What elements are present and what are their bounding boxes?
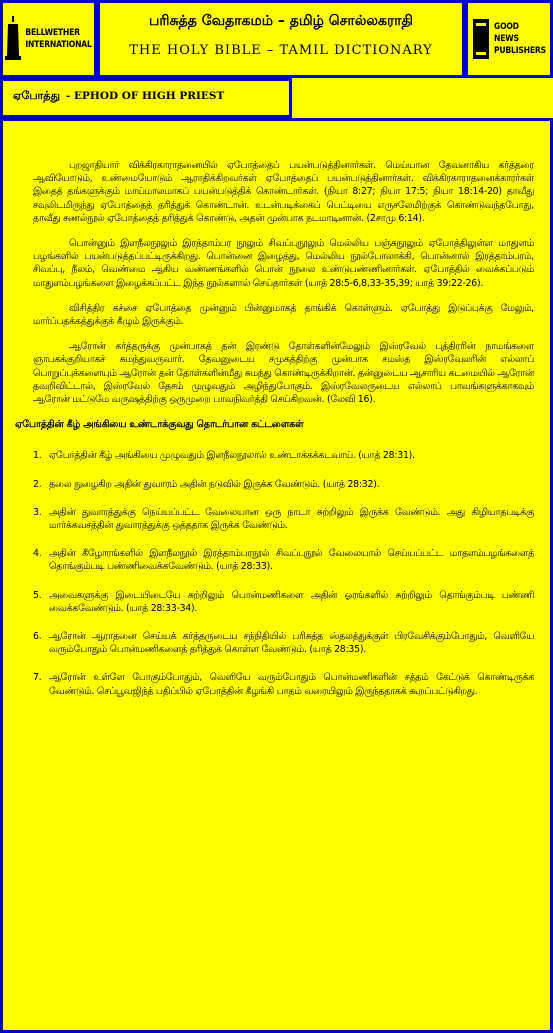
book-icon bbox=[472, 17, 490, 61]
right-logo-text: GOOD NEWS PUBLISHERS bbox=[494, 22, 546, 56]
list-item bbox=[33, 547, 534, 573]
list-item-text: ஏபோத்தின் கீழ் அங்கியை முழுவதும் இளநீலநூலால் உண்டாக்கக்கடவாய். (யாத் 28:31). bbox=[49, 450, 415, 462]
list-item-number: 3. bbox=[33, 506, 42, 518]
topic-tamil: ஏபோத்து bbox=[13, 89, 61, 102]
title-tamil: பரிசுத்த வேதாகமம் – தமிழ் சொல்லகராதி bbox=[149, 13, 413, 29]
list-item-number: 4. bbox=[33, 548, 42, 560]
list-item bbox=[33, 506, 534, 532]
list-item-text: அதின் கீழோரங்களில் இளநீலநூல் இரத்தாம்பரநூல் சிவப்புநூல் வேலையால் செய்யப்பட்ட மாதளம்பழங்களைத் தொங்கும்படி பண்ணிவைக்கவேண்டும். (யாத் 28:33). bbox=[49, 548, 534, 573]
list-item bbox=[33, 449, 534, 462]
section-heading: ஏபோத்தின் கீழ் அங்கியை உண்டாக்குவது தொடர்பான கட்டளைகள் bbox=[15, 419, 304, 431]
list-item bbox=[33, 630, 534, 656]
right-logo-box bbox=[465, 0, 553, 78]
article-body bbox=[15, 159, 534, 713]
list-item-number: 5. bbox=[33, 589, 42, 601]
title-english: THE HOLY BIBLE – TAMIL DICTIONARY bbox=[129, 43, 433, 58]
list-item-text: அதின் துவாரத்துக்கு நெய்யப்பட்ட வேலையான ஒரு நாடா சுற்றிலும் இருக்க வேண்டும். அது கிழியாதபடிக்கு மார்க்கவசத்தின் துவாரத்துக்கு ஒத்ததாக இருக்க வேண்டும். bbox=[49, 506, 534, 532]
list-item-number: 1. bbox=[33, 450, 42, 462]
list-item-text: அவைகளுக்கு இடையிடையே சுற்றிலும் பொன்மணிகளை அதின் ஓரங்களில் சுற்றிலும் தொங்கும்படி பண்ணி வைக்கவேண்டும். (யாத் 28:33-34). bbox=[49, 589, 534, 614]
list-item-text: ஆரோன் ஆராதனை செய்யக் கர்த்தருடைய சந்நிதியில் பரிசுத்த ஸ்தலத்துக்குள் பிரவேசிக்கும்போதும், வெளியே வரும்போதும் பொன்மணிகளைத் தரித்துக் கொள்ள வேண்டும். (யாத் 28:35). bbox=[49, 631, 534, 656]
instruction-list bbox=[33, 449, 534, 697]
topic-title bbox=[3, 81, 289, 104]
paragraph: புறஜாதியார் விக்கிரகாராதனையில் ஏபோத்தைப் பயன்படுத்தினார்கள். மெய்யான தேவனாகிய கர்த்தரை ஆவியோடும், உண்மையோடும் ஆராதிக்கிறவர்கள் ஏபோத்தைப் பயன்படுத்தினார்கள். விக்கிரகாராதனைக்காரர்கள் இதைத் தங்களுக்கும் மாய்மாலமாகப் பயன்படுத்திக் கொண்டார்கள். (நியா 8:27; நியா 17:5; நியா 18:14-20) தாவீது சவுலிடமிருந்து ஏபோத்தைத் தரித்துக் கொண்டான். உடன்படிக்கைப் பெட்டியை எருசலேமிற்குக் கொண்டுவந்தபோது, தாவீது சணல்நூல் ஏபோத்தைத் தரித்துக் கொண்டு, அதன் முன்பாக நடமாடினான். (2சாமு 6:14). bbox=[33, 160, 534, 224]
list-item bbox=[33, 589, 534, 615]
header-title-box bbox=[97, 0, 465, 78]
topic-english: - EPHOD OF HIGH PRIEST bbox=[66, 90, 225, 102]
main-content-box bbox=[0, 118, 553, 1033]
list-item-text: ஆரோன் உள்ளே போகும்போதும், வெளியே வரும்போதும் பொன்மணிகளின் சத்தம் கேட்டுக் கொண்டிருக்க வேண்டும். செப்பூவஜிந்த் பதிப்பில் ஏபோத்தின் கீழங்கி பாதம் வரையிலும் இருந்ததாகக் கூறப்பட்டுகிறது. bbox=[49, 672, 534, 697]
bellwether-bell-icon bbox=[5, 16, 21, 62]
left-logo-text: BELLWETHER INTERNATIONAL bbox=[25, 28, 92, 50]
paragraph: பொன்னும் இளநீலநூலும் இரத்தாம்பர நூலும் சிவப்புநூலும் மெல்லிய பஞ்சுநூலும் ஏபோத்திலுள்ள மாதுளம் பழங்களில் பயன்படுத்தப்பட்டிருக்கிறது. பொன்னை இழைத்து, மெல்லிய நூல்போலாக்கி, பொன்னால் இரத்தாம்பரம், சிவப்பு, நீலம், வெண்மை ஆகிய வண்ணங்களில் பொன் நூலை உண்டுபண்ணினார்கள். ஏபோத்தில் வைக்கப்படும் மாதுளம்பழங்களை இழைக்கப்பட்ட இந்த நூல்களால் செய்தார்கள் (யாத் 28:5-6,8,33-35,39; யாத் 39:22-26). bbox=[33, 238, 534, 289]
list-item bbox=[33, 478, 534, 491]
topic-box bbox=[0, 78, 292, 118]
paragraph: ஆரோன் கர்த்தருக்கு முன்பாகத் தன் இரண்டு தோள்களின்மேலும் இஸ்ரவேல் புத்திரரின் நாமங்களை ஞாபகக்குறியாகச் சுமந்துவருவார். தேவனுடைய சமுகத்திற்கு முன்பாக சமஸ்த இஸ்ரவேலரின் எல்லாப் பொறுப்புக்களையும் ஆரோன் தன் தோள்களின்மீது சுமந்து கொண்டிருக்கிறான். தன்னுடைய ஆசாரிய கடமையில் ஆரோன் தவறிவிட்டால், இஸ்ரவேல் தேசம் முழுவதும் அழிந்துபோகும். இஸ்ரவேலருடைய எல்லாப் பாவங்களுக்காகவும் ஆரோன் மட்டுமே வருஷத்திற்கு ஒருமுறை பாவநிவர்த்தி செய்கிறவன். (லேவி 16). bbox=[33, 341, 534, 406]
list-item bbox=[33, 671, 534, 697]
paragraph: விசித்திர கச்சை ஏபோத்தை முன்னும் பின்னுமாகத் தாங்கிக் கொள்ளும். ஏபோத்து இடுப்புக்கு மேலும், மார்ப்பதக்கத்துக்குக் கீழும் இருக்கும். bbox=[33, 302, 534, 328]
list-item-number: 2. bbox=[33, 478, 42, 490]
left-logo-box bbox=[0, 0, 97, 78]
list-item-number: 7. bbox=[33, 672, 42, 684]
list-item-text: தலை நுழைகிற அதின் துவாரம் அதின் நடுவில் இருக்க வேண்டும். (யாத் 28:32). bbox=[49, 478, 380, 490]
list-item-number: 6. bbox=[33, 631, 42, 643]
